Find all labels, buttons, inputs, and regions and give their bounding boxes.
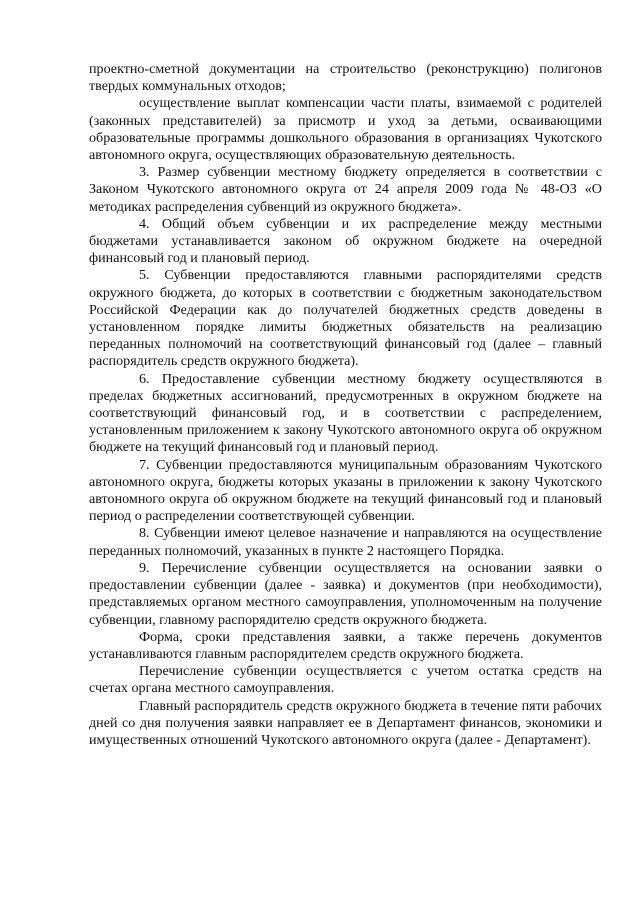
paragraph-3: 3. Размер субвенции местному бюджету определяется в соответствии с Законом Чукотского автономного округа от 24 апреля 2009 года № 48-ОЗ «О методиках распределения субвенций из окружного бюджета». [89,164,602,215]
paragraph-application-form: Форма, сроки представления заявки, а также перечень документов устанавливаются главным распорядителем средств окружного бюджета. [89,628,602,662]
paragraph-compensation: осуществление выплат компенсации части платы, взимаемой с родителей (законных представителей) за присмотр и уход за детьми, осваивающими образовательные программы дошкольного образования в организациях Чукотского автономного округа, осуществляющих образовательную деятельность. [89,95,602,164]
paragraph-5: 5. Субвенции предоставляются главными распорядителями средств окружного бюджета, до которых в соответствии с бюджетным законодательством Российской Федерации как до получателей бюджетных средств доведены в установленном порядке лимиты бюджетных обязательств на реализацию переданных полномочий на соответствующий финансовый год (далее – главный распорядитель средств окружного бюджета). [89,267,602,370]
paragraph-7: 7. Субвенции предоставляются муниципальным образованиям Чукотского автономного округа, бюджеты которых указаны в приложении к закону Чукотского автономного округа об окружном бюджете на текущий финансовый год и плановый период о распределении соответствующей субвенции. [89,456,602,525]
paragraph-transfer-balance: Перечисление субвенции осуществляется с учетом остатка средств на счетах органа местного самоуправления. [89,663,602,697]
paragraph-6: 6. Предоставление субвенции местному бюджету осуществляются в пределах бюджетных ассигнований, предусмотренных в окружном бюджете на соответствующий финансовый год, и в соответствии с распределением, установленным приложением к закону Чукотского автономного округа об окружном бюджете на текущий финансовый год и плановый период. [89,370,602,456]
paragraph-continuation: проектно-сметной документации на строительство (реконструкцию) полигонов твердых коммунальных отходов; [89,61,602,95]
paragraph-4: 4. Общий объем субвенции и их распределение между местными бюджетами устанавливается законом об окружном бюджете на очередной финансовый год и плановый период. [89,215,602,267]
document-body [89,61,602,749]
paragraph-9: 9. Перечисление субвенции осуществляется на основании заявки о предоставлении субвенции (далее - заявка) и документов (при необходимости), представляемых органом местного самоуправления, уполномоченным на получение субвенции, главному распорядителю средств окружного бюджета. [89,559,602,628]
paragraph-8: 8. Субвенции имеют целевое назначение и направляются на осуществление переданных полномочий, указанных в пункте 2 настоящего Порядка. [89,525,602,559]
paragraph-chief-administrator: Главный распорядитель средств окружного бюджета в течение пяти рабочих дней со дня получения заявки направляет ее в Департамент финансов, экономики и имущественных отношений Чукотского автономного округа (далее - Департамент). [89,697,602,748]
